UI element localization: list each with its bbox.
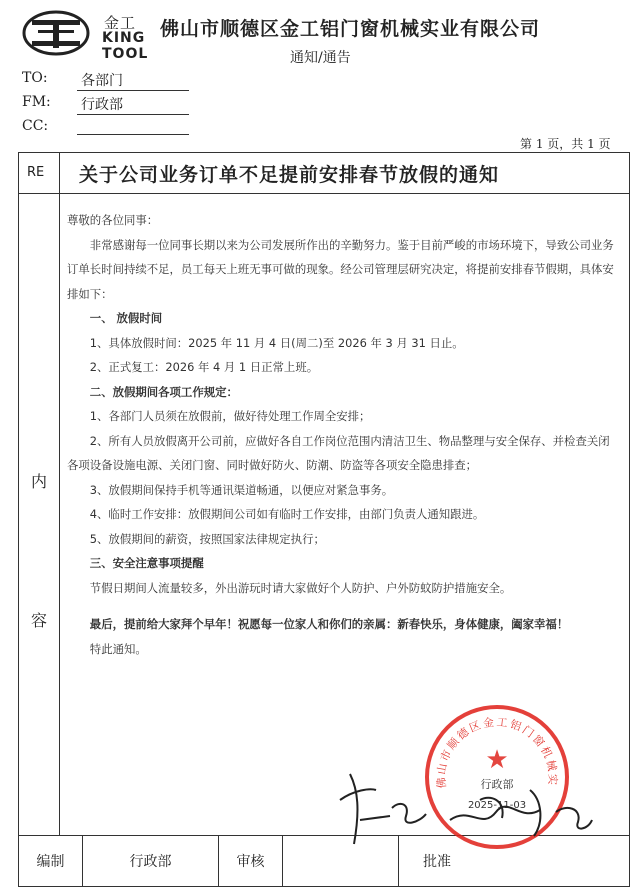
section-3-text: 节假日期间人流量较多，外出游玩时请大家做好个人防护、户外防蚊防护措施安全。 bbox=[89, 580, 512, 595]
content-label-1: 内 bbox=[31, 472, 48, 491]
intro-paragraph: 非常感谢每一位同事长期以来为公司发展所作出的辛勤努力。鉴于目前严峻的市场环境下，导致公司业务订单长时间持续不足，员工每天上班无事可做的现象。经公司管理层研究决定，将提前安排春节假期，具体安排如下： bbox=[67, 237, 614, 301]
company-name: 佛山市顺德区金工铝门窗机械实业有限公司 bbox=[160, 18, 541, 40]
logo-english-text: KING TOOL bbox=[102, 30, 149, 62]
signature-icon bbox=[330, 760, 600, 850]
to-label: TO: bbox=[22, 70, 48, 86]
company-logo bbox=[20, 8, 170, 62]
fm-value: 行政部 bbox=[77, 94, 189, 115]
content-label-2: 容 bbox=[31, 611, 48, 630]
handwritten-signature bbox=[330, 760, 600, 850]
notice-body bbox=[67, 208, 617, 661]
author-label: 编制 bbox=[19, 835, 83, 887]
approve-label: 批准 bbox=[423, 854, 451, 870]
svg-text:★: ★ bbox=[485, 745, 509, 775]
closing-paragraph: 最后，提前给大家拜个早年！祝愿每一位家人和你们的亲属：新春快乐，身体健康，阖家幸福！ bbox=[89, 617, 569, 631]
greeting: 尊敬的各位同事： bbox=[67, 213, 159, 227]
fm-label: FM: bbox=[22, 94, 51, 110]
section-2-item-4: 4、临时工作安排：放假期间公司如有临时工作安排，由部门负责人通知跟进。 bbox=[89, 507, 485, 521]
routing-from bbox=[22, 94, 123, 113]
section-2-item-3: 3、放假期间保持手机等通讯渠道畅通，以便应对紧急事务。 bbox=[89, 482, 394, 497]
king-tool-logo-icon bbox=[20, 8, 100, 58]
section-2-item-5: 5、放假期间的薪资，按照国家法律规定执行； bbox=[89, 531, 325, 546]
review-label: 审核 bbox=[219, 835, 283, 887]
section-1-item-1: 1、具体放假时间：2025 年 11 月 4 日(周二)至 2026 年 3 月 31 日止。 bbox=[89, 335, 464, 350]
sign-off: 特此通知。 bbox=[89, 641, 147, 656]
section-3-heading: 三、安全注意事项提醒 bbox=[89, 556, 204, 570]
routing-cc bbox=[22, 118, 72, 134]
column-divider bbox=[59, 153, 60, 835]
cc-value bbox=[77, 118, 189, 135]
seal-dept-text: 行政部 bbox=[480, 778, 514, 791]
cc-label: CC: bbox=[22, 118, 49, 134]
document-type: 通知/通告 bbox=[290, 50, 351, 66]
section-2-item-2: 2、所有人员放假离开公司前，应做好各自工作岗位范围内清洁卫生、物品整理与安全保存、并检查关闭各项设备设施电源、关闭门窗、同时做好防火、防潮、防盗等各项安全隐患排查； bbox=[67, 433, 610, 472]
logo-chinese-text: 金工 bbox=[104, 14, 137, 32]
re-label: RE bbox=[27, 165, 45, 180]
page-number: 第 1 页，共 1 页 bbox=[520, 137, 611, 151]
section-2-heading: 二、放假期间各项工作规定： bbox=[89, 384, 238, 399]
routing-to bbox=[22, 70, 123, 89]
section-1-item-2: 2、正式复工：2026 年 4 月 1 日正常上班。 bbox=[89, 360, 319, 374]
author-value: 行政部 bbox=[83, 835, 219, 887]
to-value: 各部门 bbox=[77, 70, 189, 91]
title-divider bbox=[19, 193, 629, 194]
notice-title: 关于公司业务订单不足提前安排春节放假的通知 bbox=[79, 164, 500, 186]
seal-date-text: 2025-11-03 bbox=[467, 800, 527, 811]
section-1-heading: 一、 放假时间 bbox=[89, 311, 163, 325]
seal-ring-text: 佛山市顺德区金工铝门窗机械实 bbox=[434, 715, 560, 789]
section-2-item-1: 1、各部门人员须在放假前，做好待处理工作周全安排； bbox=[89, 409, 371, 423]
